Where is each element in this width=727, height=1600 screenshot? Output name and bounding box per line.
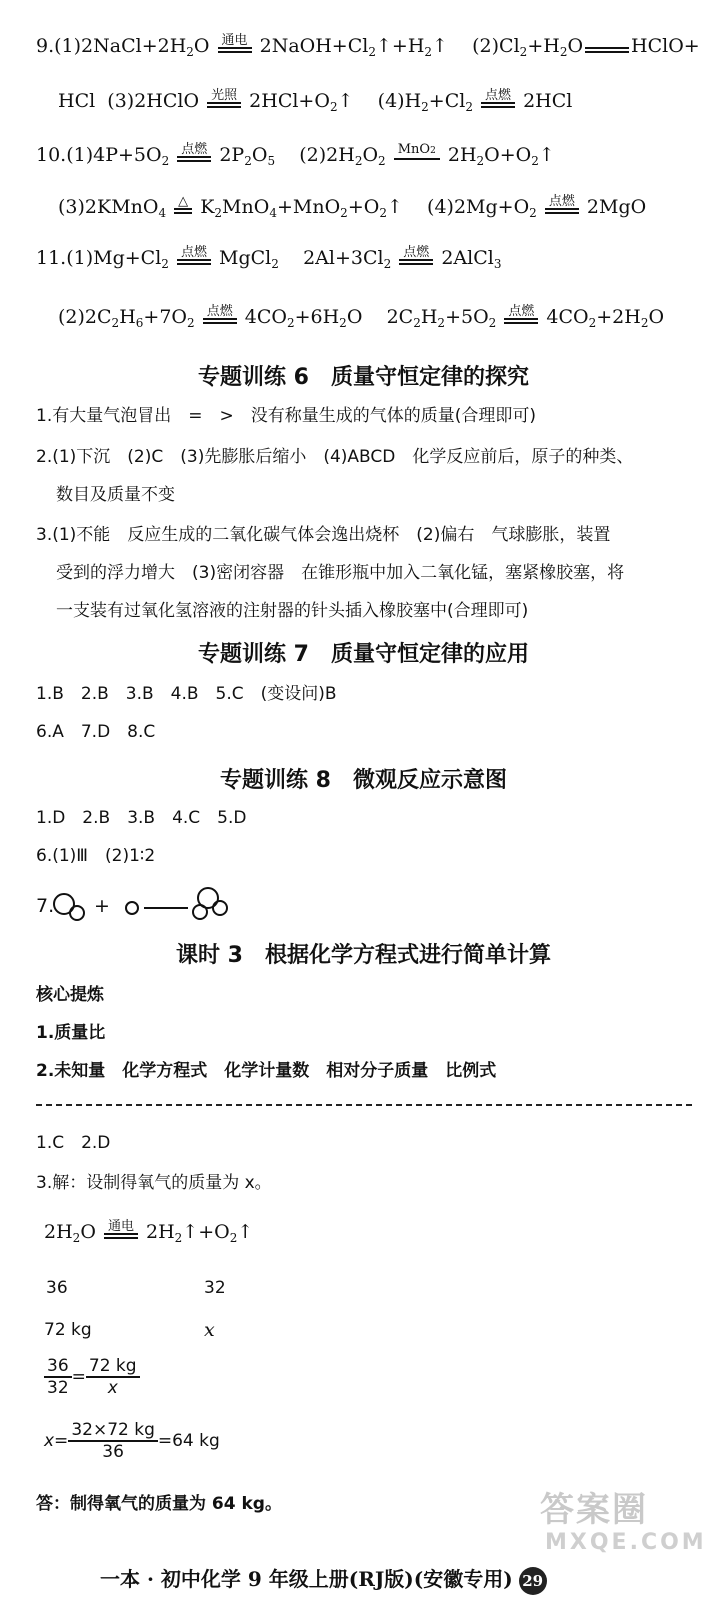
q10-line-2: (3)2KMnO$_4$ △ $K_2MnO_4+MnO_2+O_2↑$ $(4)2Mg+O_2$ 点燃 2MgO bbox=[58, 194, 647, 220]
condition-arrow: 通电 bbox=[218, 34, 252, 53]
equals-bar bbox=[585, 34, 629, 53]
s6-answer-3c: 一支装有过氧化氢溶液的注射器的针头插入橡胶塞中(合理即可) bbox=[56, 601, 529, 621]
condition-arrow: 点燃 bbox=[203, 305, 237, 324]
condition-arrow: 点燃 bbox=[177, 246, 211, 265]
q9-line-2: HCl (3)2HClO 光照 $2HCl+O_2↑$ $(4)H_2+Cl_2$ 点燃 2HCl bbox=[58, 88, 573, 114]
proportion: $\frac{36}{32}$ = $\frac{72 kg}{x}$ bbox=[44, 1356, 140, 1398]
s8-answers-1: 1.D 2.B 3.B 4.C 5.D bbox=[36, 808, 247, 828]
q10-line-1: $10.(1)4P+5O_2$ 点燃 $2P_2O_5$ $(2)2H_2O_2$ MnO2 $2H_2O+O_2↑$ bbox=[36, 142, 555, 168]
small-atom bbox=[70, 906, 84, 920]
s6-answer-3b: 受到的浮力增大 (3)密闭容器 在锥形瓶中加入二氧化锰，塞紧橡胶塞，将 bbox=[56, 563, 625, 583]
mass-36: 36 bbox=[46, 1278, 68, 1298]
calculation: x= $\frac{32\times 72 kg}{36}$ =64 kg bbox=[44, 1420, 220, 1462]
condition-arrow: 点燃 bbox=[504, 305, 538, 324]
s6-answer-3a: 3.(1)不能 反应生成的二氧化碳气体会逸出烧杯 (2)偏右 气球膨胀，装置 bbox=[36, 525, 611, 545]
q11-line-1: $11.(1)Mg+Cl_2$ 点燃 MgCl$_2$ $2Al+3Cl_2$ 点燃 2AlCl$_3$ bbox=[36, 245, 502, 271]
mass-32: 32 bbox=[204, 1278, 226, 1298]
plus-sign: + bbox=[94, 895, 110, 917]
condition-arrow: 点燃 bbox=[399, 246, 433, 265]
condition-arrow: △ bbox=[174, 195, 192, 214]
mass-72kg: 72 kg bbox=[44, 1320, 92, 1340]
q9-line-1: $9.(1)2NaCl+2H_2O$ 通电 $2NaOH+Cl_2↑+H_2↑$ $(2)Cl_2+H_2O$ HClO+ bbox=[36, 33, 700, 59]
dashed-divider bbox=[36, 1104, 692, 1106]
section-heading-6: 专题训练 6 质量守恒定律的探究 bbox=[198, 365, 529, 390]
s7-answers-1: 1.B 2.B 3.B 4.B 5.C (变设问)B bbox=[36, 684, 337, 704]
s6-answer-2b: 数目及质量不变 bbox=[56, 485, 175, 505]
condition-arrow: MnO2 bbox=[394, 143, 440, 160]
s8-answers-2: 6.(1)Ⅲ (2)1∶2 bbox=[36, 846, 156, 866]
product-small-atom-2 bbox=[213, 901, 227, 915]
watermark: 答案圈 bbox=[540, 1490, 648, 1530]
watermark-url: MXQE.COM bbox=[545, 1530, 707, 1555]
small-atom-reactant bbox=[126, 902, 138, 914]
q11-line-2: $(2)2C_2H_6+7O_2$ 点燃 $4CO_2+6H_2O$ $2C_2H_2+5O_2$ 点燃 $4CO_2+2H_2O$ bbox=[58, 304, 665, 330]
s7-answers-2: 6.A 7.D 8.C bbox=[36, 722, 156, 742]
equation: $2H_2O$ 通电 $2H_2↑+O_2↑$ bbox=[44, 1219, 254, 1245]
mass-x: x bbox=[204, 1319, 215, 1341]
s6-answer-1: 1.有大量气泡冒出 = > 没有称量生成的气体的质量(合理即可) bbox=[36, 406, 536, 426]
ex-answers-1: 1.C 2.D bbox=[36, 1133, 111, 1153]
molecule-diagram bbox=[50, 886, 290, 926]
s8-q7-diagram bbox=[36, 886, 296, 926]
condition-arrow: 通电 bbox=[104, 1220, 138, 1239]
footer-title: 一本 · 初中化学 9 年级上册(RJ版)(安徽专用) bbox=[100, 1567, 513, 1591]
ex-answer-3: 3.解：设制得氧气的质量为 x。 bbox=[36, 1173, 272, 1193]
condition-arrow: 点燃 bbox=[177, 143, 211, 162]
core-2: 2.未知量 化学方程式 化学计量数 相对分子质量 比例式 bbox=[36, 1061, 497, 1081]
section-heading-8: 专题训练 8 微观反应示意图 bbox=[220, 768, 507, 793]
condition-arrow: 点燃 bbox=[545, 195, 579, 214]
s6-answer-2a: 2.(1)下沉 (2)C (3)先膨胀后缩小 (4)ABCD 化学反应前后，原子的种类、 bbox=[36, 447, 634, 467]
final-answer: 答：制得氧气的质量为 64 kg。 bbox=[36, 1494, 282, 1514]
product-small-atom-1 bbox=[193, 905, 207, 919]
core-label: 核心提炼 bbox=[36, 985, 104, 1005]
section-heading-7: 专题训练 7 质量守恒定律的应用 bbox=[198, 642, 529, 667]
page-number: 29 bbox=[519, 1567, 547, 1595]
condition-arrow: 光照 bbox=[207, 89, 241, 108]
lesson-heading: 课时 3 根据化学方程式进行简单计算 bbox=[176, 943, 551, 968]
condition-arrow: 点燃 bbox=[481, 89, 515, 108]
footer bbox=[100, 1563, 547, 1595]
core-1: 1.质量比 bbox=[36, 1023, 106, 1043]
q7-number: 7. bbox=[36, 895, 55, 917]
